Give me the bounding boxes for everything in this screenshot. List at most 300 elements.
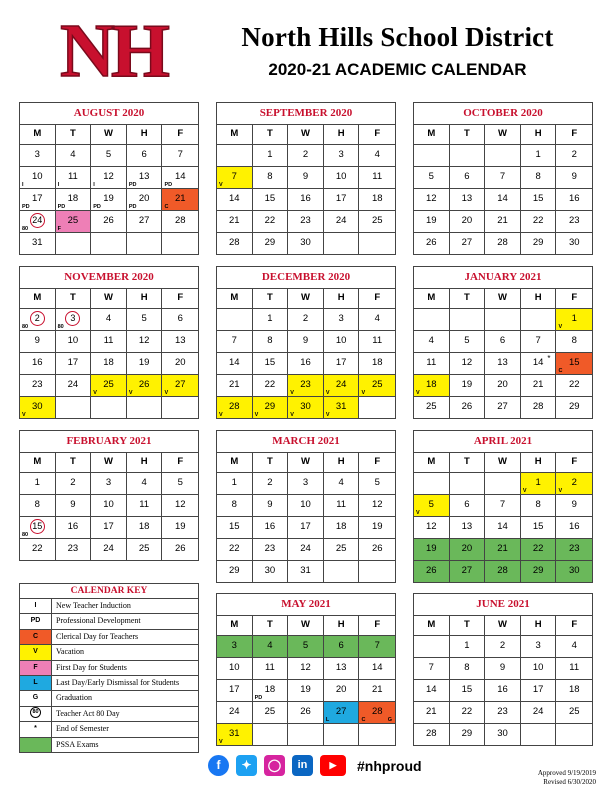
day-cell (253, 495, 289, 516)
day-cell (288, 473, 324, 494)
week-row (217, 724, 395, 745)
day-cell (450, 397, 486, 418)
key-label: Professional Development (56, 616, 141, 626)
day-number: 14 (229, 193, 240, 204)
day-cell (521, 397, 557, 418)
day-number: 28 (497, 565, 508, 576)
day-cell (450, 658, 486, 679)
day-cell (324, 167, 360, 188)
day-cell (324, 233, 360, 254)
week-row (217, 189, 395, 211)
day-number: 14 (229, 357, 240, 368)
weekday-header: W (288, 125, 324, 144)
youtube-icon[interactable]: ▶ (320, 755, 346, 776)
day-cell (359, 724, 395, 745)
weekday-header: M (217, 289, 253, 308)
day-code: V (416, 510, 420, 516)
day-number: 29 (264, 401, 276, 412)
day-cell (556, 561, 592, 582)
week-row (414, 167, 592, 189)
day-number: 29 (532, 237, 544, 248)
day-cell (288, 397, 324, 418)
week-row (414, 636, 592, 658)
page-subtitle: 2020-21 ACADEMIC CALENDAR (268, 60, 527, 79)
day-number: 12 (426, 193, 437, 204)
weekday-header: F (374, 456, 381, 467)
day-cell (556, 658, 592, 679)
day-number: 9 (302, 171, 309, 182)
key-label: Last Day/Early Dismissal for Students (56, 677, 180, 687)
day-cell (450, 353, 486, 374)
day-number: 21 (174, 193, 186, 204)
weekday-header-row (414, 289, 592, 309)
day-number: 23 (300, 379, 311, 390)
day-number: 6 (499, 335, 506, 346)
day-cell (20, 473, 56, 494)
day-number: 17 (32, 193, 43, 204)
day-cell (359, 517, 395, 538)
weekday-header: T (450, 453, 486, 472)
day-cell (162, 211, 198, 232)
day-cell (359, 167, 395, 188)
day-cell (359, 636, 395, 657)
day-cell (288, 539, 324, 560)
day-number: 11 (569, 662, 580, 673)
day-code: V (290, 412, 294, 418)
day-number: 24 (103, 543, 114, 554)
key-symbol: V (20, 645, 52, 659)
weekday-header: M (20, 125, 56, 144)
day-cell (162, 189, 198, 210)
day-cell (450, 680, 486, 701)
week-row (414, 658, 592, 680)
month-title: MARCH 2021 (217, 431, 395, 453)
day-cell (127, 331, 163, 352)
day-number: 16 (568, 193, 580, 204)
day-number: 1 (464, 640, 470, 651)
day-cell (556, 517, 592, 538)
weekday-header: M (20, 453, 56, 472)
day-cell (288, 517, 324, 538)
day-cell (485, 167, 521, 188)
day-cell (288, 211, 324, 232)
month-calendar (413, 102, 593, 255)
week-row (20, 145, 198, 167)
day-cell (91, 495, 127, 516)
key-symbol: F (20, 661, 52, 675)
day-code: C (164, 204, 169, 210)
day-cell (162, 233, 198, 254)
day-cell (324, 353, 360, 374)
week-row (20, 375, 198, 397)
day-cell (521, 539, 557, 560)
month-calendar (19, 266, 199, 419)
day-cell (359, 495, 395, 516)
day-cell (217, 397, 253, 418)
day-cell (217, 211, 253, 232)
day-code: V (522, 488, 527, 494)
day-cell (20, 145, 56, 166)
day-cell (414, 539, 450, 560)
day-code: PD (164, 182, 173, 188)
day-cell (20, 495, 56, 516)
day-cell (521, 353, 557, 374)
day-cell (556, 473, 592, 494)
day-number: 7 (428, 662, 434, 673)
day-cell (324, 495, 360, 516)
day-number: 24 (335, 379, 347, 390)
day-number: 10 (103, 499, 114, 510)
act80-circle: 15 (30, 519, 45, 534)
day-number: 22 (532, 543, 544, 554)
day-cell (414, 658, 450, 679)
day-cell (521, 680, 557, 701)
week-row (20, 517, 198, 539)
week-row (414, 233, 592, 254)
key-symbol: C (20, 630, 52, 644)
day-cell (414, 309, 450, 330)
day-number: 21 (229, 215, 240, 226)
day-number: 24 (300, 543, 311, 554)
day-number: 29 (568, 401, 580, 412)
day-code: I (57, 182, 60, 188)
act80-circle: 24 (30, 213, 45, 228)
day-number: 14 (497, 521, 508, 532)
day-cell (450, 167, 486, 188)
instagram-icon[interactable]: ◯ (264, 755, 285, 776)
weekday-header: W (485, 125, 521, 144)
day-number: 16 (67, 521, 79, 532)
day-cell (56, 517, 92, 538)
twitter-icon[interactable]: ✦ (236, 755, 257, 776)
weekday-header: H (324, 616, 360, 635)
day-cell (253, 211, 289, 232)
day-cell (288, 680, 324, 701)
weekday-header: W (288, 289, 324, 308)
month-title: AUGUST 2020 (20, 103, 198, 125)
day-number: 8 (464, 662, 470, 673)
day-cell (288, 309, 324, 330)
day-cell (91, 473, 127, 494)
day-cell (217, 375, 253, 396)
day-number: 26 (138, 379, 150, 390)
day-number: 6 (338, 640, 344, 651)
day-code: PD (254, 695, 263, 701)
day-cell (450, 145, 486, 166)
day-cell (521, 702, 557, 723)
day-cell (359, 189, 395, 210)
day-number: 7 (499, 171, 506, 182)
weekday-header: H (324, 125, 360, 144)
day-cell (324, 702, 360, 723)
day-cell (556, 189, 592, 210)
day-number: 13 (497, 357, 508, 368)
weekday-header: H (127, 453, 163, 472)
day-number: 29 (461, 728, 473, 739)
day-cell (359, 211, 395, 232)
weekday-header: H (127, 125, 163, 144)
day-cell (162, 539, 198, 560)
day-cell (56, 495, 92, 516)
day-cell (485, 724, 521, 745)
day-number: 15 (532, 521, 544, 532)
day-number: 20 (138, 193, 150, 204)
key-row (20, 722, 198, 737)
day-cell (20, 539, 56, 560)
day-number: 13 (461, 521, 473, 532)
day-cell (20, 167, 56, 188)
week-row (217, 473, 395, 495)
day-cell (127, 189, 163, 210)
day-cell (162, 309, 198, 330)
day-cell (162, 517, 198, 538)
day-cell (556, 724, 592, 745)
day-cell (288, 353, 324, 374)
day-cell (556, 331, 592, 352)
day-number: 27 (461, 565, 473, 576)
day-cell (20, 189, 56, 210)
day-cell (91, 539, 127, 560)
day-number: 24 (229, 706, 240, 717)
key-symbol: * (20, 722, 52, 736)
day-cell (414, 145, 450, 166)
hashtag: #nhproud (357, 757, 422, 774)
day-cell (450, 561, 486, 582)
day-number: 15 (264, 357, 276, 368)
day-cell (414, 636, 450, 657)
day-cell (521, 495, 557, 516)
key-symbol: L (20, 676, 52, 690)
day-number: 31 (335, 401, 347, 412)
key-row (20, 676, 198, 691)
svg-text:NH: NH (60, 14, 166, 86)
day-cell (162, 353, 198, 374)
day-cell (485, 636, 521, 657)
day-cell (324, 211, 360, 232)
day-cell (556, 495, 592, 516)
day-number: 2 (267, 477, 273, 488)
weekday-header: M (217, 616, 253, 635)
day-code: V (416, 390, 420, 396)
weekday-header-row (217, 616, 395, 636)
day-cell (359, 397, 395, 418)
day-number: 17 (532, 684, 544, 695)
calendar-key-title: CALENDAR KEY (20, 584, 198, 599)
day-cell (91, 167, 127, 188)
day-number: 21 (497, 215, 508, 226)
day-number: 2 (571, 477, 577, 488)
day-cell (450, 309, 486, 330)
day-number: 14 (497, 193, 508, 204)
weekday-header: H (521, 616, 557, 635)
day-number: 25 (568, 706, 580, 717)
day-number: 10 (335, 335, 347, 346)
day-cell (359, 702, 395, 723)
day-number: 8 (535, 499, 541, 510)
day-number: 8 (535, 171, 541, 182)
day-cell (521, 517, 557, 538)
day-number: 13 (174, 335, 186, 346)
day-cell (91, 233, 127, 254)
day-number: 18 (264, 684, 276, 695)
day-number: 23 (497, 706, 508, 717)
month-title: DECEMBER 2020 (217, 267, 395, 289)
day-cell (450, 517, 486, 538)
day-cell (485, 397, 521, 418)
day-number: 1 (231, 477, 237, 488)
key-row (20, 614, 198, 629)
key-symbol: G (20, 691, 52, 705)
social-bar (208, 755, 422, 776)
day-number: 31 (32, 237, 43, 248)
key-row (20, 738, 198, 752)
day-number: 30 (300, 401, 311, 412)
day-cell (127, 397, 163, 418)
day-number: 30 (264, 565, 276, 576)
day-cell (521, 309, 557, 330)
day-cell (324, 397, 360, 418)
day-code: V (325, 390, 330, 396)
day-cell (556, 702, 592, 723)
day-cell (162, 331, 198, 352)
day-cell (253, 561, 289, 582)
day-number: 23 (568, 543, 580, 554)
day-code: V (219, 412, 223, 418)
weekday-header: F (374, 292, 381, 303)
day-cell (217, 680, 253, 701)
day-number: 18 (335, 521, 347, 532)
day-cell (56, 145, 92, 166)
day-cell (359, 145, 395, 166)
week-row (217, 561, 395, 582)
week-row (414, 309, 592, 331)
day-number: 30 (300, 237, 311, 248)
day-cell (288, 145, 324, 166)
nh-logo (38, 14, 188, 86)
day-cell (324, 145, 360, 166)
weekday-header: H (521, 453, 557, 472)
day-number: 27 (497, 401, 508, 412)
day-cell (556, 397, 592, 418)
day-cell (359, 375, 395, 396)
weekday-header: T (253, 453, 289, 472)
day-cell (20, 375, 56, 396)
day-number: 4 (267, 640, 273, 651)
day-cell (450, 495, 486, 516)
day-number: 14 (426, 684, 437, 695)
day-cell (521, 375, 557, 396)
day-number: 3 (338, 313, 344, 324)
day-code: V (325, 412, 330, 418)
day-cell (556, 167, 592, 188)
weekday-header: F (374, 619, 381, 630)
day-number: 10 (67, 335, 79, 346)
day-number: 3 (231, 640, 237, 651)
day-cell (127, 233, 163, 254)
day-cell (217, 145, 253, 166)
day-cell (414, 473, 450, 494)
key-label: Graduation (56, 693, 92, 703)
key-label: Clerical Day for Teachers (56, 631, 139, 641)
week-row (217, 309, 395, 331)
weekday-header: F (177, 456, 184, 467)
day-cell (20, 331, 56, 352)
weekday-header: M (217, 125, 253, 144)
day-number: 28 (371, 706, 383, 717)
day-cell (485, 211, 521, 232)
day-cell (288, 658, 324, 679)
week-row (414, 353, 592, 375)
day-number: 11 (103, 335, 114, 346)
month-title: OCTOBER 2020 (414, 103, 592, 125)
weekday-header: F (374, 128, 381, 139)
day-number: 8 (34, 499, 40, 510)
weekday-header: H (521, 125, 557, 144)
day-number: 14 (532, 357, 544, 368)
key-symbol: I (20, 599, 52, 613)
week-row (217, 353, 395, 375)
weekday-header: F (177, 128, 184, 139)
linkedin-icon[interactable]: in (292, 755, 313, 776)
revised-date: Revised 6/30/2020 (543, 778, 596, 786)
day-cell (288, 331, 324, 352)
day-cell (20, 233, 56, 254)
day-number: 2 (302, 313, 309, 324)
week-row (414, 517, 592, 539)
day-number: 28 (174, 215, 186, 226)
day-number: 27 (335, 706, 347, 717)
day-number: 31 (300, 565, 311, 576)
weekday-header-row (20, 453, 198, 473)
day-cell (485, 145, 521, 166)
week-row (414, 473, 592, 495)
day-cell (556, 680, 592, 701)
month-calendar (216, 430, 396, 583)
weekday-header: T (450, 616, 486, 635)
day-code: PD (128, 182, 137, 188)
day-code: PD (93, 204, 101, 210)
day-number: 6 (177, 313, 183, 324)
weekday-header: M (20, 289, 56, 308)
day-cell (324, 375, 360, 396)
day-number: 31 (229, 728, 240, 739)
day-cell (485, 189, 521, 210)
day-number: 1 (34, 477, 40, 488)
day-cell (414, 189, 450, 210)
week-row (20, 495, 198, 517)
weekday-header-row (20, 289, 198, 309)
day-number: 21 (371, 684, 383, 695)
day-cell (91, 375, 127, 396)
day-number: 11 (336, 499, 347, 510)
day-number: 9 (267, 499, 273, 510)
weekday-header-row (414, 125, 592, 145)
weekday-header: W (485, 616, 521, 635)
day-code: V (128, 390, 133, 396)
day-number: 10 (335, 171, 347, 182)
weekday-header: H (521, 289, 557, 308)
weekday-header: W (485, 289, 521, 308)
facebook-icon[interactable]: f (208, 755, 229, 776)
day-number: 1 (571, 313, 577, 324)
day-code: I (93, 182, 95, 188)
day-cell (485, 658, 521, 679)
day-cell (414, 375, 450, 396)
weekday-header: F (571, 292, 578, 303)
day-cell (324, 517, 360, 538)
day-cell (288, 561, 324, 582)
day-number: 25 (103, 379, 114, 390)
